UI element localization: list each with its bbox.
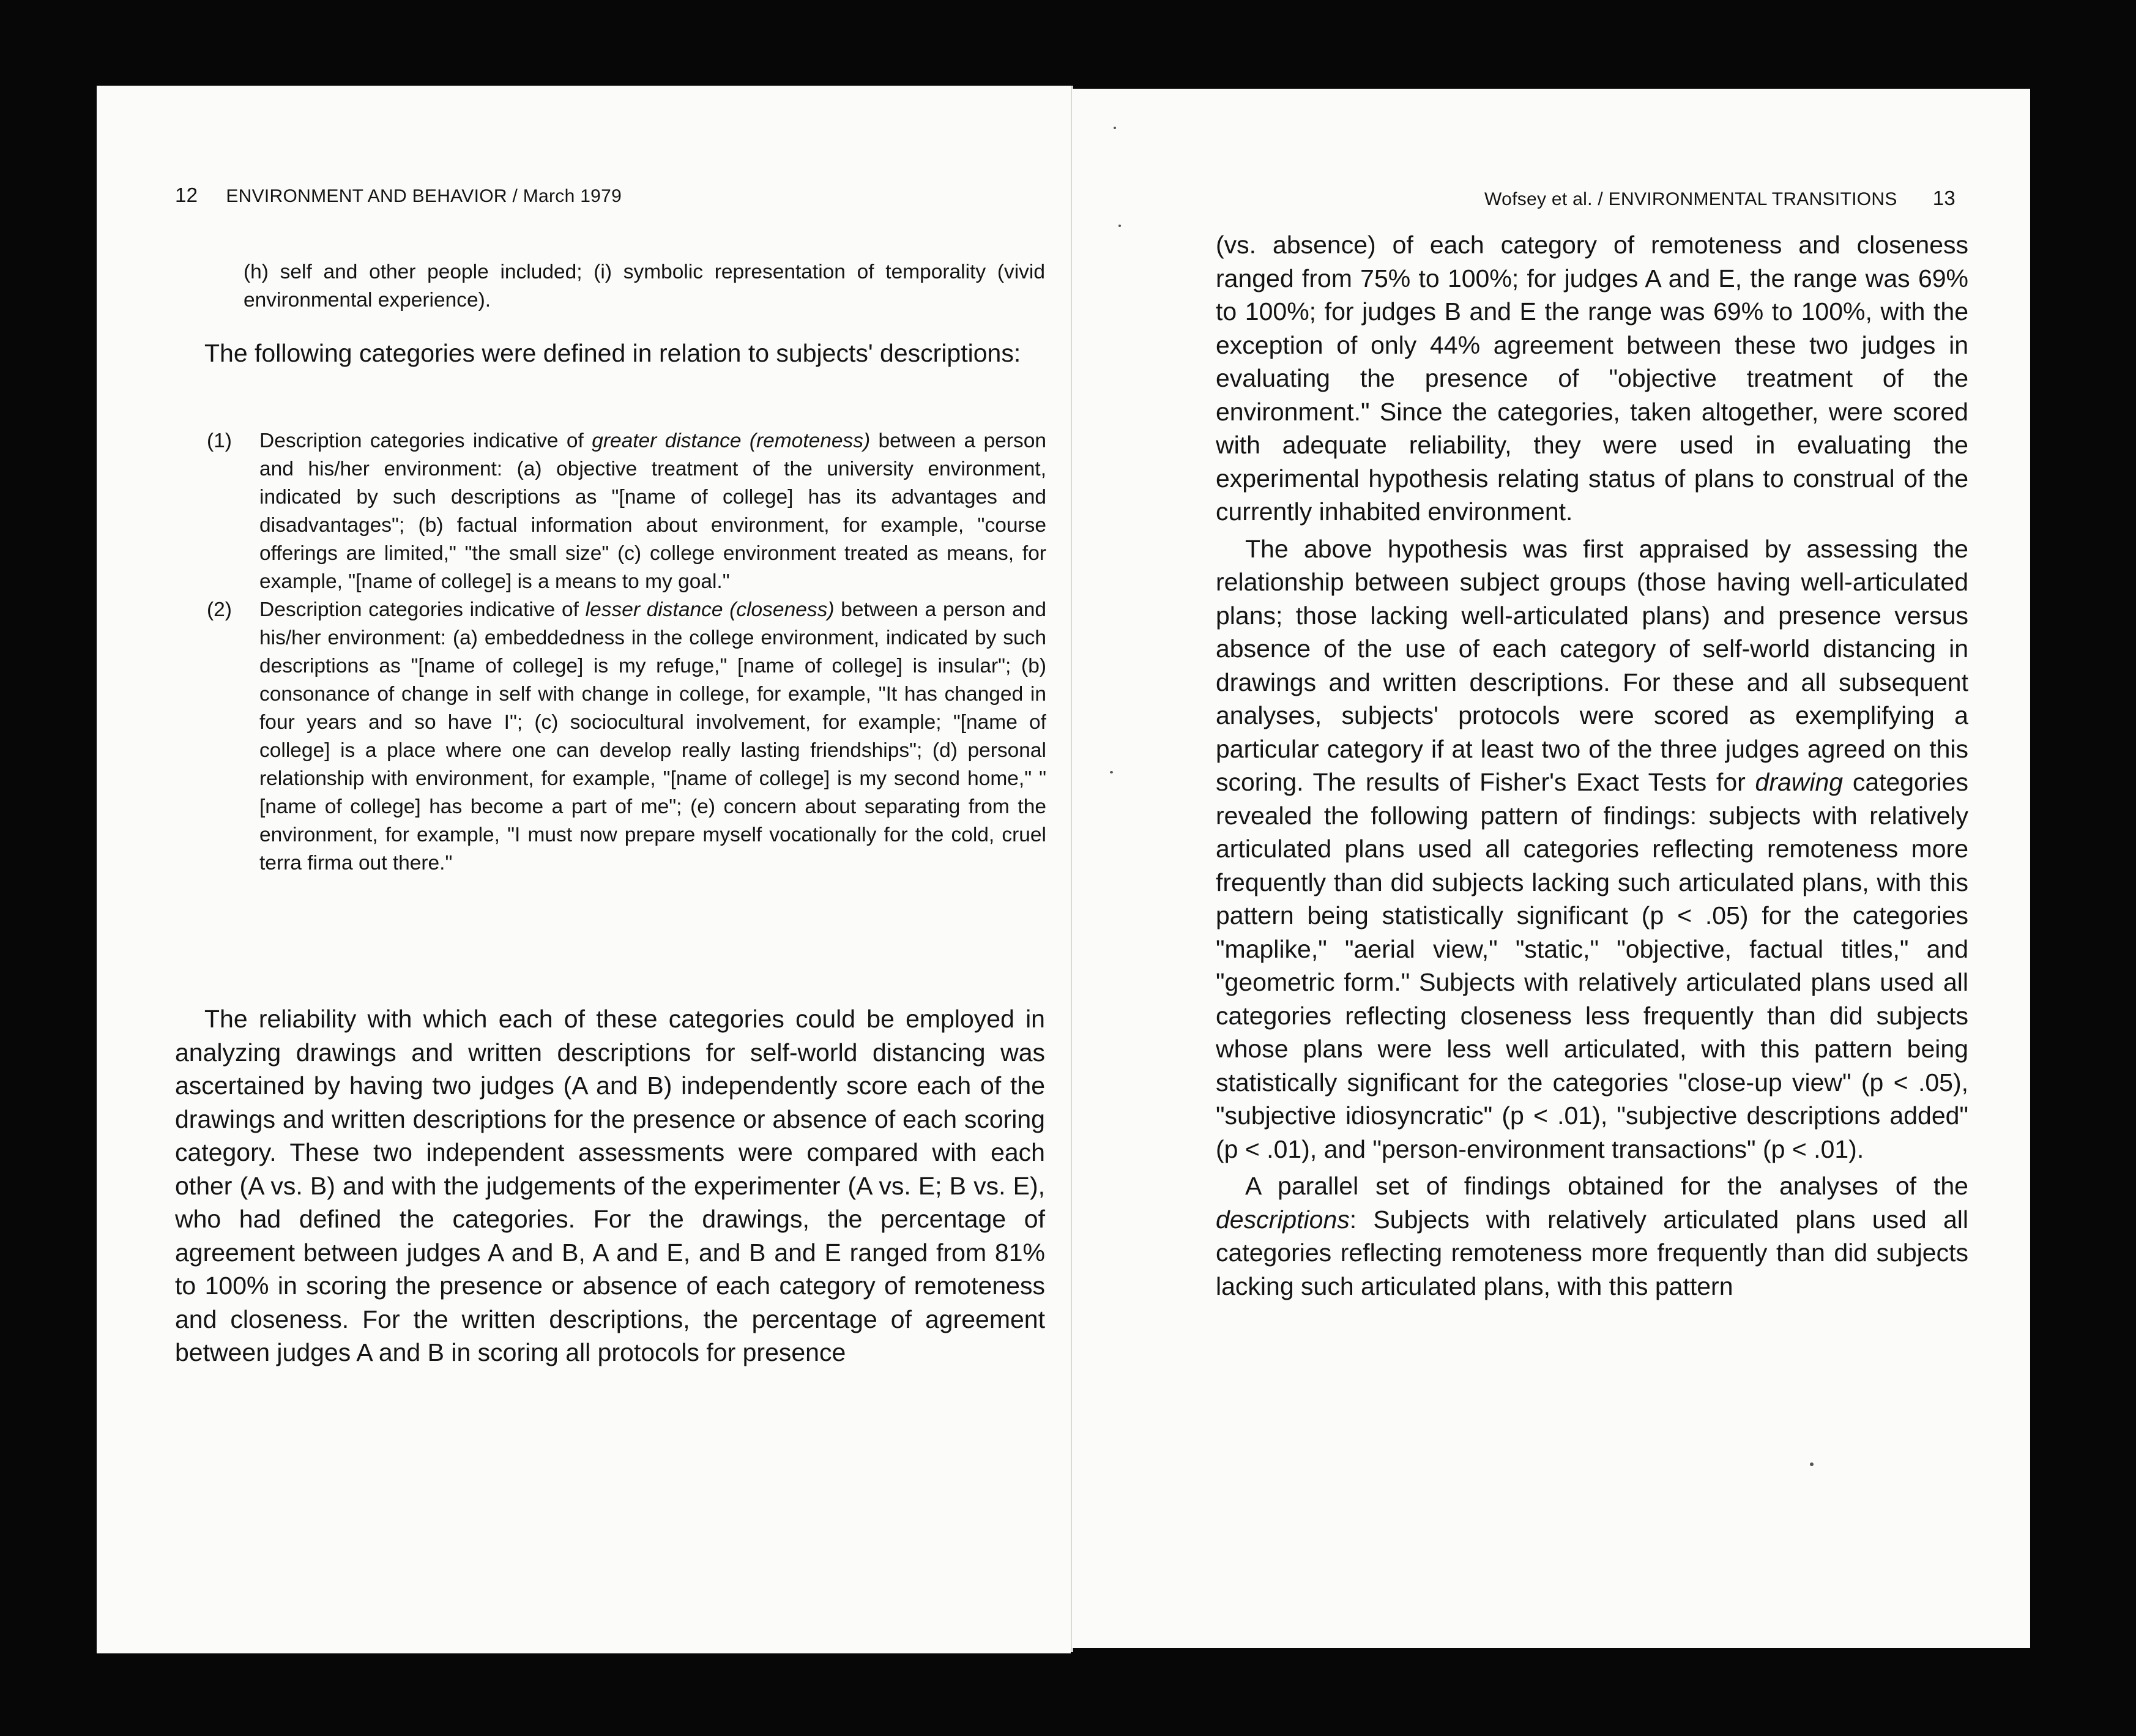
right-body-text — [1216, 228, 1968, 1303]
continuation-paragraph: (h) self and other people included; (i) symbolic representation of temporality (vivid environmental experience). — [244, 261, 1045, 311]
right-page — [1072, 89, 2030, 1648]
body-paragraph — [1216, 532, 1968, 1166]
right-page-number: 13 — [1932, 187, 1956, 209]
right-running-head — [1484, 187, 1956, 210]
body-paragraph: (vs. absence) of each category of remoteness and closeness ranged from 75% to 100%; for judges A and E, the range was 69% to 100%; for judges B and E the range was 69% to 100%, with the exception of only 44% agreement between these two judges in evaluating the presence of "objective treatment of the environment." Since the categories, taken altogether, were scored with adequate reliability, they were used in evaluating the experimental hypothesis relating status of plans to construal of the currently inhabited environment. — [1216, 231, 1968, 526]
body-text: The above hypothesis was first appraised by assessing the relationship between subject groups (those having well-articulated plans; those lacking well-articulated plans) and presence versus absence of the use of each category of self-world distancing in drawings and written descriptions. For these and all subsequent analyses, subjects' protocols were scored as exemplifying a particular category if at least two of the three judges agreed on this scoring. The results of Fisher's Exact Tests for — [1216, 534, 1968, 796]
reliability-paragraph: The reliability with which each of these categories could be employed in analyzing drawings and written descriptions for self-world distancing was ascertained by having two judges (A and B) independently score each of the drawings and written descriptions for the presence or absence of each scoring category. These two independent assessments were compared with each other (A vs. B) and with the judgements of the experimenter (A vs. E; B vs. E), who had defined the categories. For the drawings, the percentage of agreement between judges A and B, A and E, and B and E ranged from 81% to 100% in scoring the presence or absence of each category of remoteness and closeness. For the written descriptions, the percentage of agreement between judges A and B in scoring all protocols for presence — [175, 1005, 1045, 1366]
dust-speck — [1810, 1462, 1814, 1466]
dust-speck — [1114, 127, 1116, 129]
left-page-number: 12 — [175, 184, 198, 206]
list-item — [207, 596, 1046, 877]
intro-paragraph: The following categories were defined in relation to subjects' descriptions: — [204, 339, 1021, 367]
emphasis-text: descriptions — [1216, 1205, 1350, 1234]
list-item-number: (1) — [207, 430, 232, 452]
left-page — [97, 86, 1071, 1653]
list-item-text: between a person and his/her environment: (a) objective treatment of the university environment, indicated by such descriptions as "[name of college] has its advantages and disadvantages"; (b) factual information about environment, for example, "course offerings are limited," "the small size" (c) college environment treated as means, for example, "[name of college] is a means to my goal." — [259, 430, 1046, 593]
body-paragraph — [1216, 1169, 1968, 1303]
list-item-text: between a person and his/her environment: (a) embeddedness in the college environment, indicated by such descriptions as "[name of college] is my refuge," [name of college] is insular"; (b) consonance of change in self with change in college, for example, "It has changed in four years and so have I"; (c) sociocultural involvement, for example; "[name of college] is a place where one can develop really lasting friendships"; (d) personal relationship with environment, for example, "[name of college] is my second home," "[name of college] has become a part of me"; (e) concern about separating from the environment, for example, "I must now prepare myself vocationally for the cold, cruel terra firma out there." — [259, 598, 1047, 874]
list-item-text: Description categories indicative of — [259, 430, 592, 452]
list-item-emphasis: lesser distance (closeness) — [585, 598, 835, 621]
list-item — [207, 427, 1046, 596]
category-list — [207, 427, 1046, 877]
body-text: A parallel set of findings obtained for the analyses of the — [1245, 1172, 1968, 1200]
list-item-text: Description categories indicative of — [259, 598, 586, 621]
body-text: categories revealed the following pattern of findings: subjects with relatively articulated plans used all categories reflecting remoteness more frequently than did subjects lacking such articulated plans, with this pattern being statistically significant (p < .05) for the categories "maplike," "aerial view," "static," "objective, factual titles," and "geometric form." Subjects with relatively articulated plans used all categories reflecting closeness less frequently than did subjects whose plans were less well articulated, with this pattern being statistically significant for the categories "close-up view" (p < .05), "subjective idiosyncratic" (p < .01), "subjective descriptions added" (p < .01), and "person-environment transactions" (p < .01). — [1216, 768, 1968, 1163]
dust-speck — [1110, 771, 1113, 773]
reliability-section — [175, 1002, 1045, 1369]
right-article-title: Wofsey et al. / ENVIRONMENTAL TRANSITIONS — [1484, 189, 1897, 209]
list-item-emphasis: greater distance (remoteness) — [592, 430, 871, 452]
left-running-head — [175, 184, 622, 207]
body-text: : Subjects with relatively articulated plans used all categories reflecting remoteness more frequently than did subjects lacking such articulated plans, with this pattern — [1216, 1205, 1968, 1300]
dust-speck — [1118, 225, 1121, 227]
continued-list-text — [244, 258, 1045, 315]
list-item-number: (2) — [207, 598, 232, 621]
emphasis-text: drawing — [1755, 768, 1844, 796]
left-journal-title: ENVIRONMENT AND BEHAVIOR / March 1979 — [226, 186, 622, 206]
categories-intro — [175, 337, 1045, 370]
